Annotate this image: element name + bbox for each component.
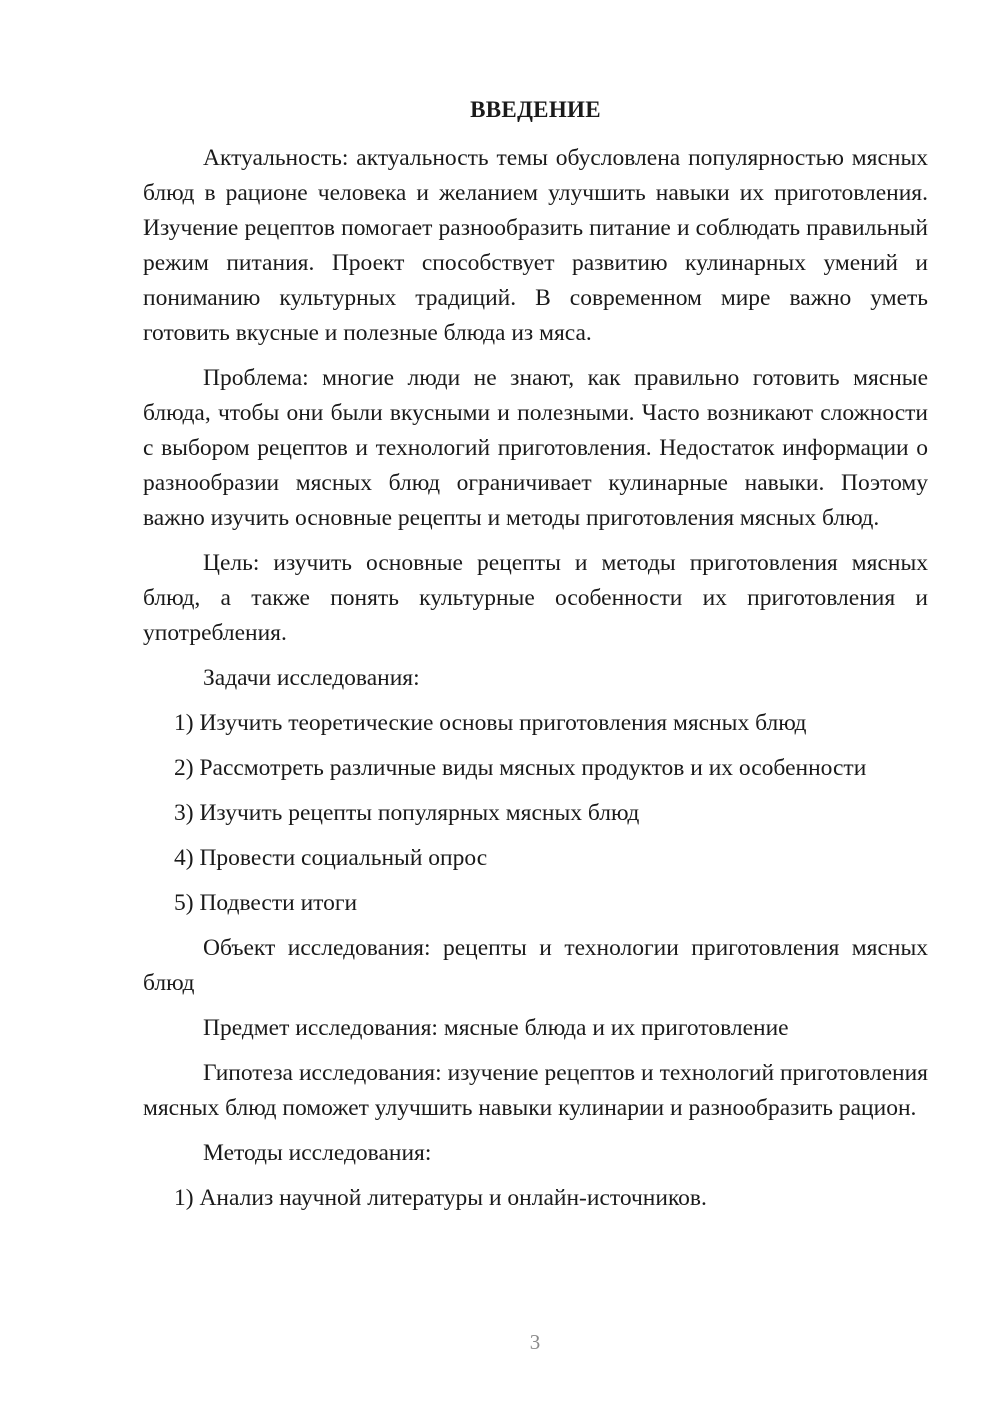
methods-heading: Методы исследования: [203,1140,432,1166]
task-item-5: 5) Подвести итоги [174,890,358,916]
page-number: 3 [529,1330,541,1354]
paragraph-subject: Предмет исследования: мясные блюда и их приготовление [203,1015,789,1041]
task-item-3: 3) Изучить рецепты популярных мясных блюд [174,800,640,826]
paragraph-relevance: Актуальность: актуальность темы обусловлена популярностью мясных блюд в рационе человека и желанием улучшить навыки их приготовления. Изучение рецептов помогает разнообразить питание и соблюдать правильный режим питания. Проект способствует развитию кулинарных умений и пониманию культурных традиций. В современном мире важно уметь готовить вкусные и полезные блюда из мяса. [143,145,928,346]
document-page [143,92,928,1226]
task-item-2: 2) Рассмотреть различные виды мясных продуктов и их особенности [174,755,867,781]
method-item-1: 1) Анализ научной литературы и онлайн-источников. [174,1185,707,1211]
paragraph-goal: Цель: изучить основные рецепты и методы приготовления мясных блюд, а также понять культурные особенности их приготовления и употребления. [143,550,928,646]
paragraph-problem: Проблема: многие люди не знают, как правильно готовить мясные блюда, чтобы они были вкусными и полезными. Часто возникают сложности с выбором рецептов и технологий приготовления. Недостаток информации о разнообразии мясных блюд ограничивает кулинарные навыки. Поэтому важно изучить основные рецепты и методы приготовления мясных блюд. [143,365,928,531]
section-title: ВВЕДЕНИЕ [470,97,601,122]
paragraph-object: Объект исследования: рецепты и технологии приготовления мясных блюд [143,935,928,996]
tasks-heading: Задачи исследования: [203,665,420,691]
paragraph-hypothesis: Гипотеза исследования: изучение рецептов и технологий приготовления мясных блюд поможет улучшить навыки кулинарии и разнообразить рацион. [143,1060,928,1121]
task-item-4: 4) Провести социальный опрос [174,845,488,871]
task-item-1: 1) Изучить теоретические основы приготовления мясных блюд [174,710,807,736]
